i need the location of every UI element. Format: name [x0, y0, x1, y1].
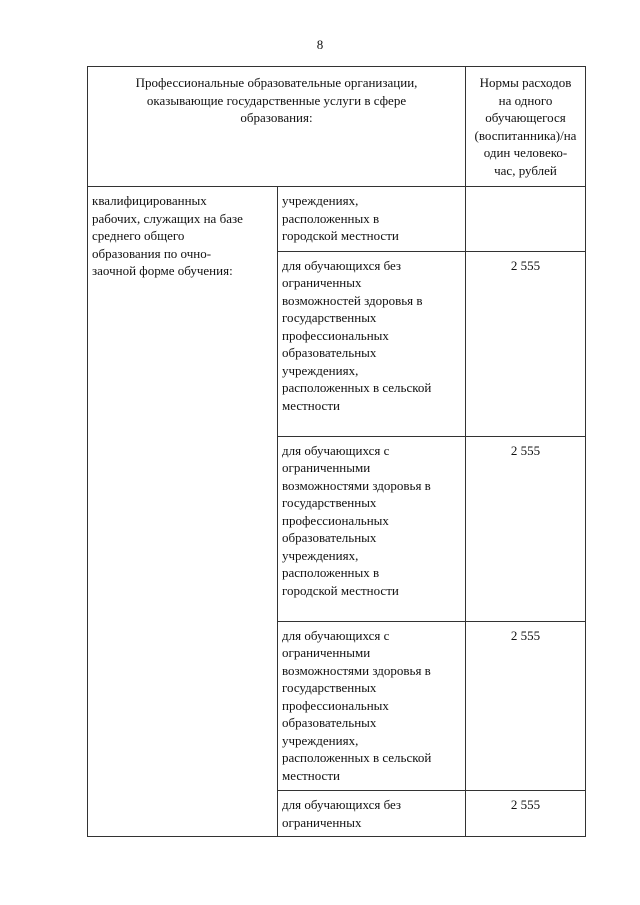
table-header-row: [88, 67, 586, 187]
description-line: учреждениях,: [282, 193, 359, 208]
description-line: государственных: [282, 495, 377, 510]
category-line: среднего общего: [92, 228, 185, 243]
row-value-cell: 2 555: [466, 436, 586, 621]
description-line: возможностями здоровья в: [282, 662, 431, 678]
description-line: учреждениях,: [282, 362, 359, 378]
description-line: профессиональных: [282, 327, 389, 343]
header-norm-line: на одного: [498, 92, 553, 108]
description-line: ограниченными: [282, 645, 371, 660]
description-line: ограниченных: [282, 275, 362, 290]
header-organizations-cell: [88, 67, 466, 187]
description-line: образовательных: [282, 530, 377, 545]
category-line: заочной форме обучения:: [92, 263, 233, 278]
description-line: расположенных в: [282, 210, 380, 226]
table-row: [88, 187, 586, 252]
description-line: для обучающихся без: [282, 797, 402, 812]
description-line: образовательных: [282, 715, 377, 730]
header-org-line: Профессиональные образовательные организации,: [135, 75, 418, 90]
header-org-line: оказывающие государственные услуги в сфере: [146, 92, 407, 108]
header-norm-line: Нормы расходов: [479, 75, 572, 90]
description-line: ограниченных: [282, 814, 362, 830]
row-value-cell: 2 555: [466, 251, 586, 436]
row-description-cell: [278, 187, 466, 252]
row-description-cell: [278, 791, 466, 837]
description-line: расположенных в: [282, 565, 380, 580]
description-line: профессиональных: [282, 697, 389, 713]
description-line: учреждениях,: [282, 732, 359, 748]
row-description-cell: [278, 621, 466, 791]
description-line: городской местности: [282, 228, 399, 243]
page-number: 8: [316, 37, 324, 52]
description-line: ограниченными: [282, 460, 371, 475]
description-line: расположенных в сельской: [282, 380, 432, 395]
norms-table: [87, 66, 586, 837]
description-line: государственных: [282, 680, 377, 695]
description-line: возможностей здоровья в: [282, 292, 423, 308]
description-line: образовательных: [282, 345, 377, 360]
description-line: городской местности: [282, 582, 399, 598]
header-norm-line: один человеко-: [483, 145, 568, 160]
row-value-cell: [466, 187, 586, 252]
description-line: учреждениях,: [282, 547, 359, 563]
header-norm-line: обучающегося: [485, 110, 566, 125]
row-description-cell: [278, 436, 466, 621]
header-norm-line: час, рублей: [494, 162, 557, 178]
category-line: рабочих, служащих на базе: [92, 210, 243, 226]
row-description-cell: [278, 251, 466, 436]
description-line: государственных: [282, 310, 377, 325]
description-line: профессиональных: [282, 512, 389, 528]
row-value-cell: 2 555: [466, 621, 586, 791]
category-line: образования по очно-: [92, 245, 212, 261]
description-line: местности: [282, 767, 340, 783]
description-line: расположенных в сельской: [282, 750, 432, 765]
description-line: местности: [282, 397, 340, 413]
description-line: для обучающихся без: [282, 257, 402, 273]
header-org-line: образования:: [240, 110, 313, 125]
category-cell: [88, 187, 278, 837]
description-line: для обучающихся с: [282, 442, 390, 458]
header-norm-line: (воспитанника)/на: [474, 127, 577, 143]
description-line: для обучающихся с: [282, 627, 390, 643]
category-line: квалифицированных: [92, 193, 207, 208]
description-line: возможностями здоровья в: [282, 477, 431, 493]
header-norms-cell: [466, 67, 586, 187]
row-value-cell: 2 555: [466, 791, 586, 837]
